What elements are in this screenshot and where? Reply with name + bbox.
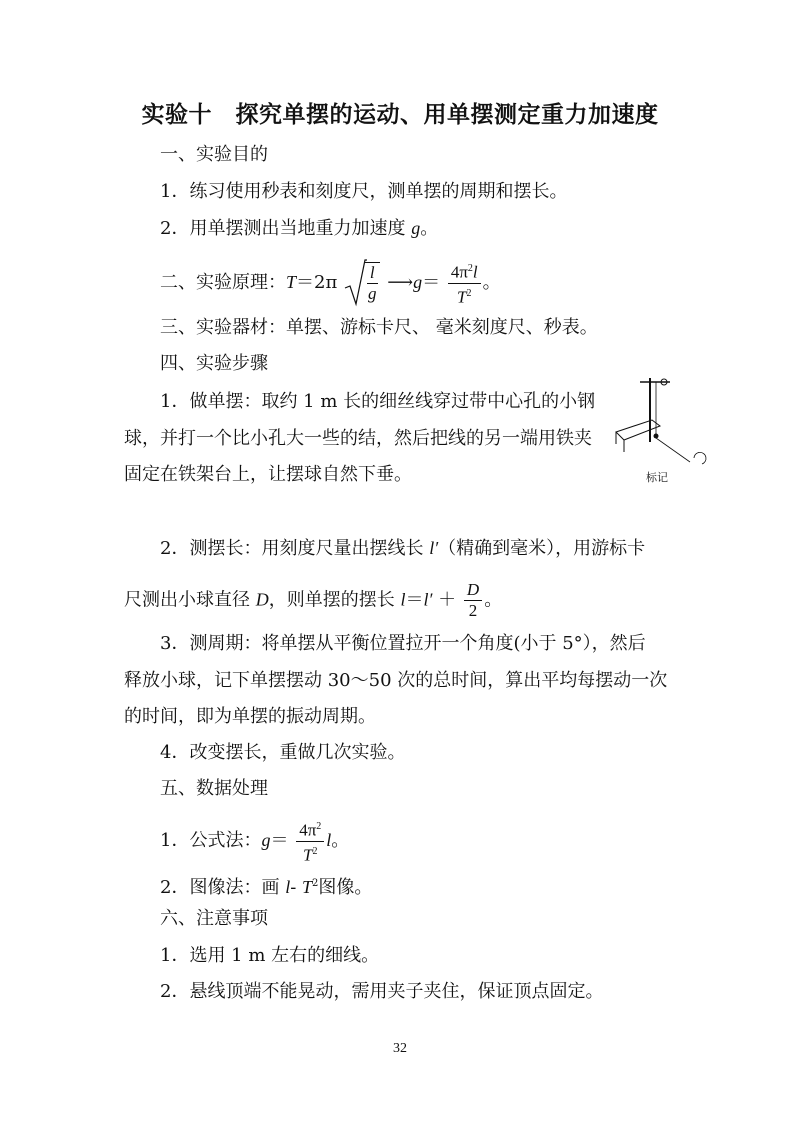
step-3-line-1: 3．测周期：将单摆从平衡位置拉开一个角度(小于 5°），然后 xyxy=(160,633,646,654)
figure-label-mark: 标记 xyxy=(646,471,668,484)
note-item-2: 2．悬线顶端不能晃动，需用夹子夹住，保证顶点固定。 xyxy=(160,981,604,1002)
step-2-line-2: 尺测出小球直径 D，则单摆的摆长 l＝l′ ＋ $\frac{D}{2}$ 。 xyxy=(124,580,503,620)
section-heading-notes: 六、注意事项 xyxy=(160,908,268,929)
step-4: 4．改变摆长，重做几次实验。 xyxy=(160,742,406,763)
g-fraction: $\frac{4\pi^2l}{T^2}$ xyxy=(448,259,481,307)
diameter-half-fraction: $\frac{D}{2}$ xyxy=(464,580,482,621)
section-heading-purpose: 一、实验目的 xyxy=(160,144,268,165)
formula-fraction: $\frac{4\pi^2}{T^2}$ xyxy=(296,817,324,865)
principle-formula: 二、实验原理：T＝2π $\frac{l}{g}$ ⟶g＝ $\frac{4\pi^2l}{T^2}$ 。 xyxy=(160,258,501,308)
step-1-line-2: 球，并打一个比小孔大一些的结，然后把线的另一端用铁夹 xyxy=(124,428,592,449)
section-heading-steps: 四、实验步骤 xyxy=(160,353,268,374)
pendulum-apparatus-figure xyxy=(612,372,712,472)
step-3-line-2: 释放小球，记下单摆摆动 30～50 次的总时间，算出平均每摆动一次 xyxy=(124,670,668,691)
step-1-line-3: 固定在铁架台上，让摆球自然下垂。 xyxy=(124,464,412,485)
sqrt-symbol: $\frac{l}{g}$ xyxy=(343,258,382,308)
step-2-line-1: 2．测摆长：用刻度尺量出摆线长 l′（精确到毫米），用游标卡 xyxy=(160,538,646,559)
page-number: 32 xyxy=(393,1041,407,1056)
note-item-1: 1．选用 1 m 左右的细线。 xyxy=(160,945,380,966)
page-title: 实验十 探究单摆的运动、用单摆测定重力加速度 xyxy=(141,102,659,128)
data-formula-method: 1．公式法：g＝ $\frac{4\pi^2}{T^2}$ l。 xyxy=(160,817,349,865)
section-heading-data: 五、数据处理 xyxy=(160,778,268,799)
data-graph-method: 2．图像法：画 l- $T^2$图像。 xyxy=(160,877,373,898)
step-1-line-1: 1．做单摆：取约 1 m 长的细丝线穿过带中心孔的小钢 xyxy=(160,391,596,412)
section-heading-equipment: 三、实验器材：单摆、游标卡尺、 毫米刻度尺、秒表。 xyxy=(160,317,598,338)
step-3-line-3: 的时间，即为单摆的振动周期。 xyxy=(124,706,376,727)
purpose-item-1: 1．练习使用秒表和刻度尺，测单摆的周期和摆长。 xyxy=(160,181,568,202)
purpose-item-2: 2．用单摆测出当地重力加速度 g。 xyxy=(160,218,439,239)
